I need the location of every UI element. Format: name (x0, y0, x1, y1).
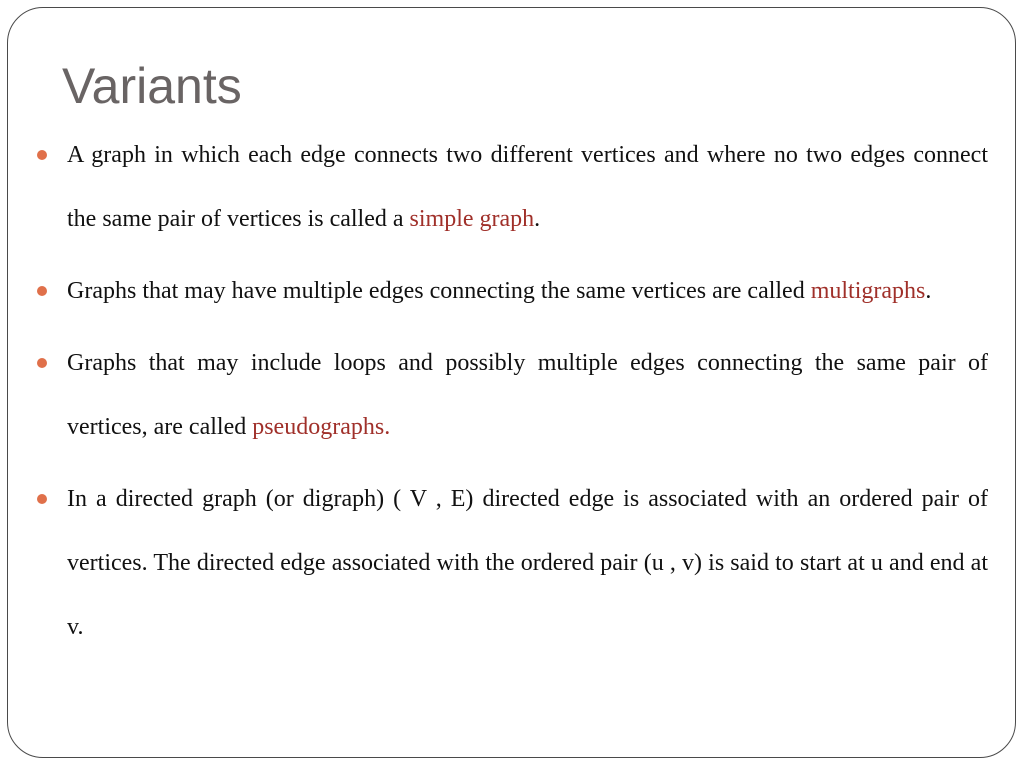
bullet-tail: . (534, 206, 541, 232)
bullet-item-simple-graph (34, 123, 988, 251)
bullet-list (34, 123, 988, 667)
bullet-text: In a directed graph (or digraph) ( V , E) directed edge is associated with an ordered pair of vertices. The directed edge associated with the ordered pair (u , v) is said to start at u and end at v. (67, 486, 988, 640)
bullet-text: Graphs that may have multiple edges connecting the same vertices are called (67, 278, 811, 304)
bullet-dot-icon (37, 494, 47, 504)
bullet-dot-icon (37, 286, 47, 296)
term-simple-graph: simple graph (409, 206, 535, 232)
bullet-item-directed-graph (34, 467, 988, 659)
term-pseudographs: pseudographs. (252, 414, 391, 440)
bullet-dot-icon (37, 150, 47, 160)
bullet-text: A graph in which each edge connects two different vertices and where no two edges connect the same pair of vertices is called a (67, 142, 988, 232)
bullet-tail: . (925, 278, 932, 304)
bullet-item-pseudographs (34, 331, 988, 459)
slide-title: Variants (62, 58, 242, 114)
bullet-text: Graphs that may include loops and possibly multiple edges connecting the same pair of vertices, are called (67, 350, 988, 440)
bullet-item-multigraphs (34, 259, 988, 323)
bullet-dot-icon (37, 358, 47, 368)
term-multigraphs: multigraphs (810, 278, 926, 304)
